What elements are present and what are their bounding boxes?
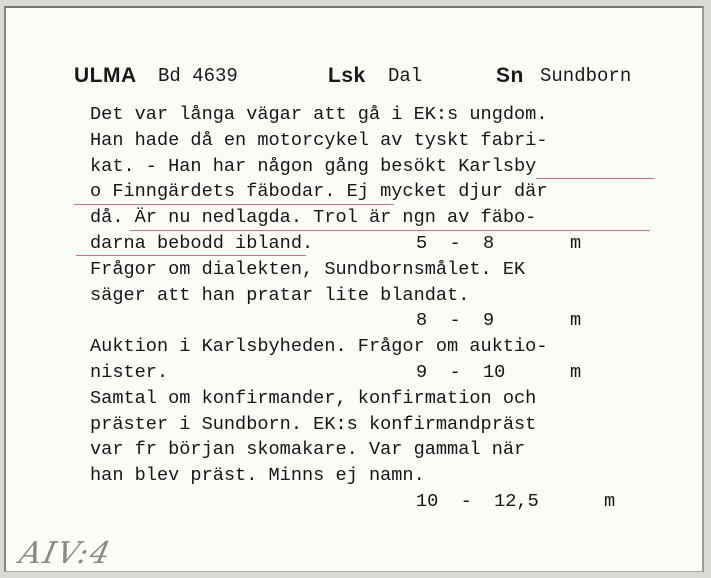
landskap-value: Dal [388, 65, 423, 87]
line-text: o Finngärdets fäbodar. Ej mycket djur där [90, 181, 548, 203]
line-text: han blev präst. Minns ej namn. [90, 465, 425, 487]
text-line [90, 412, 690, 438]
handwritten-signature: AIV:4 [16, 536, 116, 571]
line-text: Samtal om konfirmander, konfirmation och [90, 387, 537, 409]
line-text: kat. - Han har någon gång besökt Karlsby [90, 155, 537, 177]
text-line [90, 205, 690, 231]
card-body [90, 102, 690, 515]
text-line [90, 489, 690, 515]
text-line [90, 102, 690, 128]
time-range: 8 - 9 [416, 310, 495, 332]
time-unit: m [570, 310, 582, 332]
text-line [90, 179, 690, 205]
ulma-label: ULMA [74, 64, 137, 87]
text-line [90, 334, 690, 360]
line-text: säger att han pratar lite blandat. [90, 284, 470, 306]
line-text: Auktion i Karlsbyheden. Frågor om auktio- [90, 336, 548, 358]
text-line [90, 437, 690, 463]
text-line [90, 257, 690, 283]
line-text: Han hade då en motorcykel av tyskt fabri- [90, 129, 548, 151]
line-text: präster i Sundborn. EK:s konfirmandpräst [90, 413, 537, 435]
socken-value: Sundborn [540, 65, 632, 87]
line-text: nister. [90, 361, 169, 383]
line-text: darna bebodd ibland. [90, 232, 314, 254]
socken-label: Sn [496, 64, 524, 87]
text-line [90, 128, 690, 154]
text-line [90, 386, 690, 412]
line-text: Frågor om dialekten, Sundbornsmålet. EK [90, 258, 526, 280]
line-text: var fr början skomakare. Var gammal när [90, 439, 526, 461]
text-line [90, 308, 690, 334]
record-number: Bd 4639 [158, 65, 238, 87]
time-range: 9 - 10 [416, 361, 506, 383]
text-line [90, 154, 690, 180]
text-line [90, 231, 690, 257]
archive-card [4, 6, 704, 572]
time-range: 5 - 8 [416, 232, 495, 254]
time-range: 10 - 12,5 [416, 490, 539, 512]
line-text: Det var långa vägar att gå i EK:s ungdom. [90, 104, 548, 125]
time-unit: m [570, 361, 582, 383]
text-line [90, 360, 690, 386]
line-text: då. Är nu nedlagda. Trol är ngn av fäbo- [90, 207, 537, 229]
time-unit: m [570, 232, 582, 254]
text-line [90, 283, 690, 309]
landskap-label: Lsk [328, 64, 366, 87]
time-unit: m [604, 490, 616, 512]
card-header [6, 64, 702, 94]
text-line [90, 463, 690, 489]
